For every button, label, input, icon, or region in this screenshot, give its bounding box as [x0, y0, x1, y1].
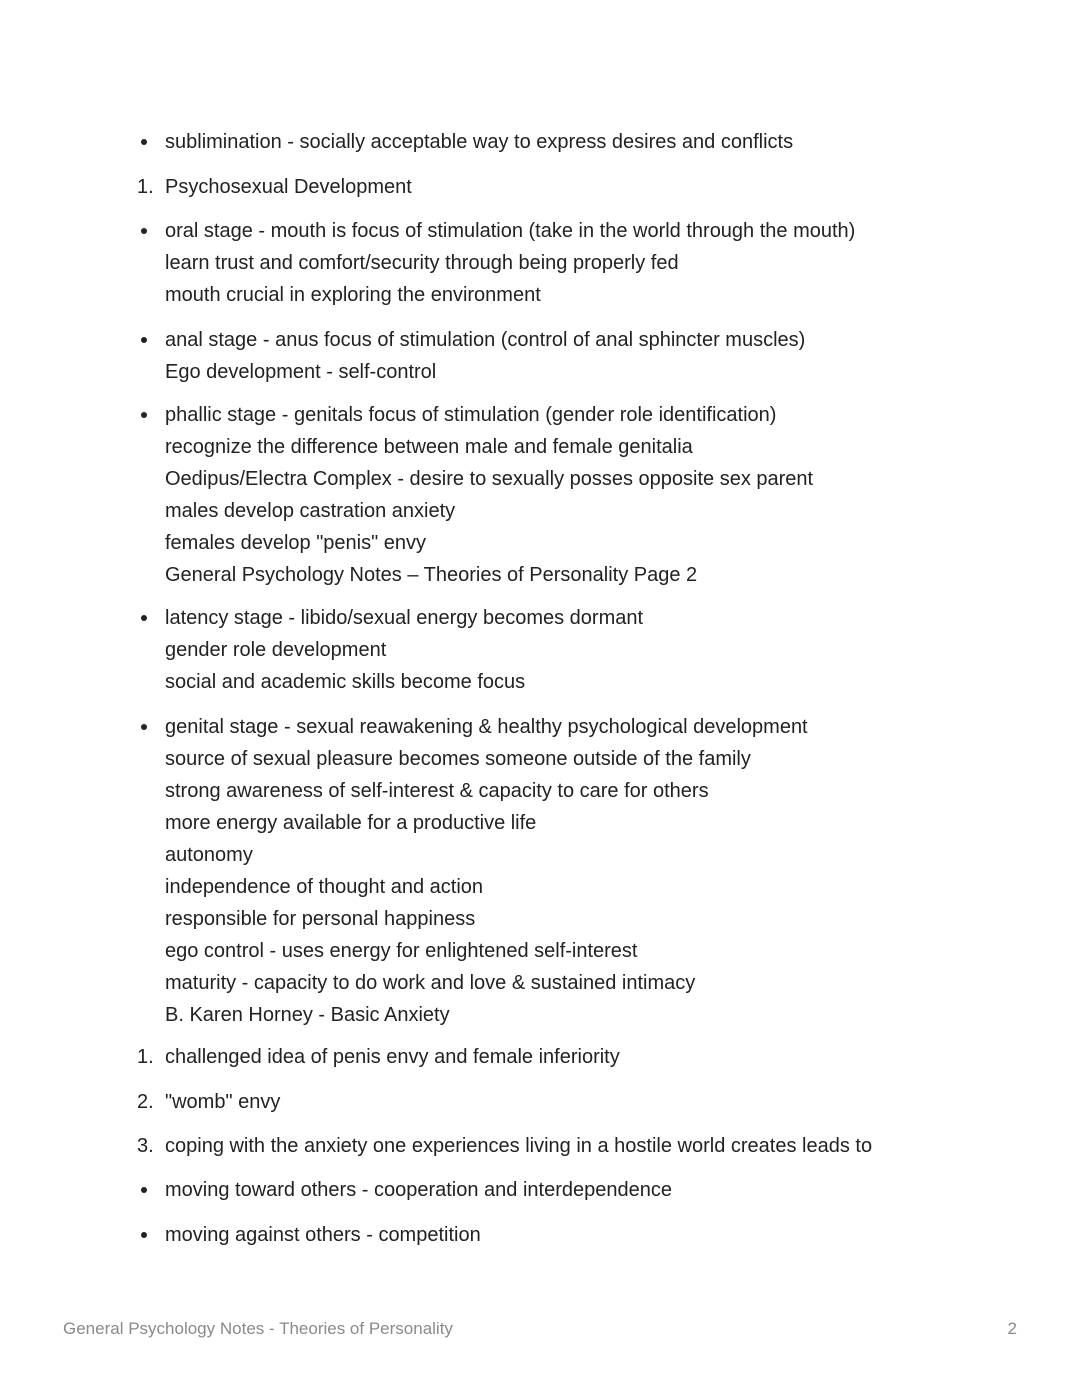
bullet-icon — [141, 228, 147, 234]
list-item-moving-against-others — [165, 1219, 481, 1251]
list-number: 1. — [137, 1046, 154, 1068]
list-item-text: females develop "penis" envy — [165, 532, 427, 554]
bullet-icon — [141, 1232, 147, 1238]
bullet-icon — [141, 724, 147, 730]
list-item-text: Oedipus/Electra Complex - desire to sexually posses opposite sex parent — [165, 468, 814, 490]
list-item-text: oral stage - mouth is focus of stimulation (take in the world through the mouth) — [165, 220, 856, 242]
list-item-text: maturity - capacity to do work and love & sustained intimacy — [165, 972, 696, 994]
list-item-genital-stage — [165, 711, 808, 1031]
list-item-text: males develop castration anxiety — [165, 500, 456, 522]
list-item-psychosexual-development — [137, 171, 412, 203]
list-item-text: genital stage - sexual reawakening & healthy psychological development — [165, 716, 808, 738]
list-item-penis-envy-challenge — [137, 1041, 620, 1073]
list-item-text: coping with the anxiety one experiences living in a hostile world creates leads to — [165, 1135, 873, 1157]
list-item-oral-stage — [165, 215, 855, 311]
footer-page-number: 2 — [1007, 1319, 1017, 1338]
list-number: 2. — [137, 1091, 154, 1113]
bullet-icon — [141, 1187, 147, 1193]
list-item-text: phallic stage - genitals focus of stimulation (gender role identification) — [165, 404, 777, 426]
bullet-icon — [141, 337, 147, 343]
list-item-latency-stage — [165, 602, 643, 698]
list-item-moving-toward-others — [165, 1174, 672, 1206]
list-item-text: strong awareness of self-interest & capacity to care for others — [165, 780, 709, 802]
list-item-text: responsible for personal happiness — [165, 908, 476, 930]
list-item-text: latency stage - libido/sexual energy becomes dormant — [165, 607, 644, 629]
list-item-text: mouth crucial in exploring the environment — [165, 284, 541, 306]
list-item-text: anal stage - anus focus of stimulation (control of anal sphincter muscles) — [165, 329, 806, 351]
list-item-text: learn trust and comfort/security through being properly fed — [165, 252, 679, 274]
list-item-anal-stage — [165, 324, 805, 388]
list-item-phallic-stage — [165, 399, 813, 591]
footer-title: General Psychology Notes - Theories of Personality — [63, 1319, 453, 1338]
list-item-text: "womb" envy — [165, 1091, 281, 1113]
list-item-coping-anxiety — [137, 1130, 873, 1162]
list-item-text: more energy available for a productive life — [165, 812, 537, 834]
list-item-text: challenged idea of penis envy and female inferiority — [165, 1046, 620, 1068]
list-item-text: independence of thought and action — [165, 876, 484, 898]
list-number: 3. — [137, 1135, 154, 1157]
list-item-text: autonomy — [165, 844, 253, 866]
list-item-text: sublimination - socially acceptable way to express desires and conflicts — [165, 131, 794, 153]
list-item-text: gender role development — [165, 639, 387, 661]
list-item-sublimination — [165, 126, 793, 158]
list-item-womb-envy — [137, 1086, 281, 1118]
list-item-text: ego control - uses energy for enlightened self-interest — [165, 940, 638, 962]
bullet-icon — [141, 139, 147, 145]
list-item-text: Psychosexual Development — [165, 176, 412, 198]
list-item-text: moving against others - competition — [165, 1224, 481, 1246]
list-item-text: General Psychology Notes – Theories of Personality Page 2 — [165, 564, 698, 586]
list-item-text: recognize the difference between male and female genitalia — [165, 436, 693, 458]
list-item-text: Ego development - self-control — [165, 361, 437, 383]
list-item-text: B. Karen Horney - Basic Anxiety — [165, 1004, 450, 1026]
list-item-text: moving toward others - cooperation and interdependence — [165, 1179, 672, 1201]
list-item-text: source of sexual pleasure becomes someone outside of the family — [165, 748, 751, 770]
list-item-text: social and academic skills become focus — [165, 671, 526, 693]
bullet-icon — [141, 615, 147, 621]
bullet-icon — [141, 412, 147, 418]
list-number: 1. — [137, 176, 154, 198]
